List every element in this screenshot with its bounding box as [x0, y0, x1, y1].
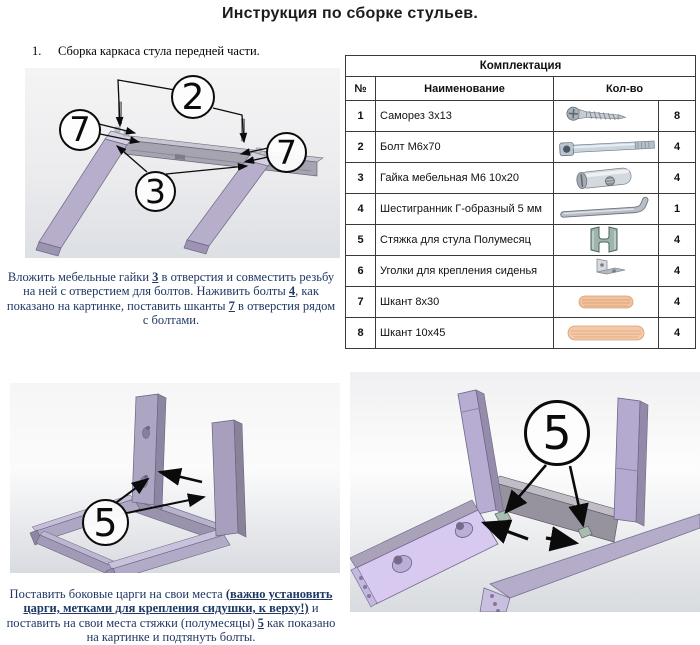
col-header-num: № — [346, 77, 376, 101]
important-note: (важно установить царги, метками для крепления сидушки, к верху!) — [23, 586, 333, 615]
parts-table — [345, 55, 696, 349]
part-row: 8 Шкант 10х45 4 — [346, 318, 696, 349]
dowel-small-icon — [576, 294, 636, 310]
parts-table-wrap — [345, 55, 695, 349]
part-row: 4 Шестигранник Г-образный 5 мм 1 — [346, 194, 696, 225]
step-text: Сборка каркаса стула передней части. — [58, 44, 260, 58]
screw-icon — [564, 104, 648, 128]
corner-bracket-icon — [583, 257, 629, 285]
part-row: 5 Стяжка для стула Полумесяц 4 — [346, 225, 696, 256]
callout-3: 3 — [135, 171, 176, 212]
barrel-nut-icon — [570, 164, 642, 192]
side-frame-diagram — [10, 383, 340, 573]
callout-7-left: 7 — [59, 109, 101, 151]
col-header-qty: Кол-во — [554, 77, 696, 101]
front-frame-diagram — [25, 68, 340, 258]
part-ref-5: 5 — [257, 615, 264, 630]
part-ref-7: 7 — [228, 298, 235, 313]
part-row: 3 Гайка мебельная М6 10х20 4 — [346, 163, 696, 194]
page-title: Инструкция по сборке стульев. — [222, 5, 478, 22]
instruction-paragraph-2: Поставить боковые царги на свои места (важно установить царги, метками для крепления сидушки, к верху!) и поставить на свои места стяжки (полумесяцы) 5 как показано на картинке и подтянуть болты. — [6, 586, 336, 644]
callout-7-right: 7 — [266, 132, 307, 173]
bolt-icon — [558, 135, 658, 159]
part-ref-4: 4 — [288, 284, 296, 298]
part-ref-3: 3 — [152, 269, 159, 284]
step-item — [32, 44, 338, 59]
closeup-illustration — [350, 372, 700, 612]
part-row: 6 Уголки для крепления сиденья 4 — [346, 256, 696, 287]
col-header-name: Наименование — [376, 77, 554, 101]
part-row: 1 Саморез 3х13 8 — [346, 101, 696, 132]
step-number: 1. — [32, 44, 42, 58]
part-row: 7 Шкант 8х30 4 — [346, 287, 696, 318]
dowel-large-icon — [565, 324, 647, 342]
callout-5-side: 5 — [82, 499, 129, 546]
callout-5-closeup: 5 — [524, 400, 590, 466]
table-title: Комплектация — [346, 56, 696, 77]
closeup-diagram — [350, 372, 700, 612]
instruction-paragraph-1: Вложить мебельные гайки 3 в отверстия и совместить резьбу на ней с отверстием для болтов. Наживить болты 4, как показано на картинке, поставить шканты 7 в отверстия рядом с болтами. — [6, 269, 336, 327]
part-row: 2 Болт М6х70 4 — [346, 132, 696, 163]
hex-key-icon — [558, 196, 658, 222]
crescent-tie-icon — [583, 226, 629, 254]
side-frame-illustration — [10, 383, 340, 573]
callout-2: 2 — [171, 75, 215, 119]
